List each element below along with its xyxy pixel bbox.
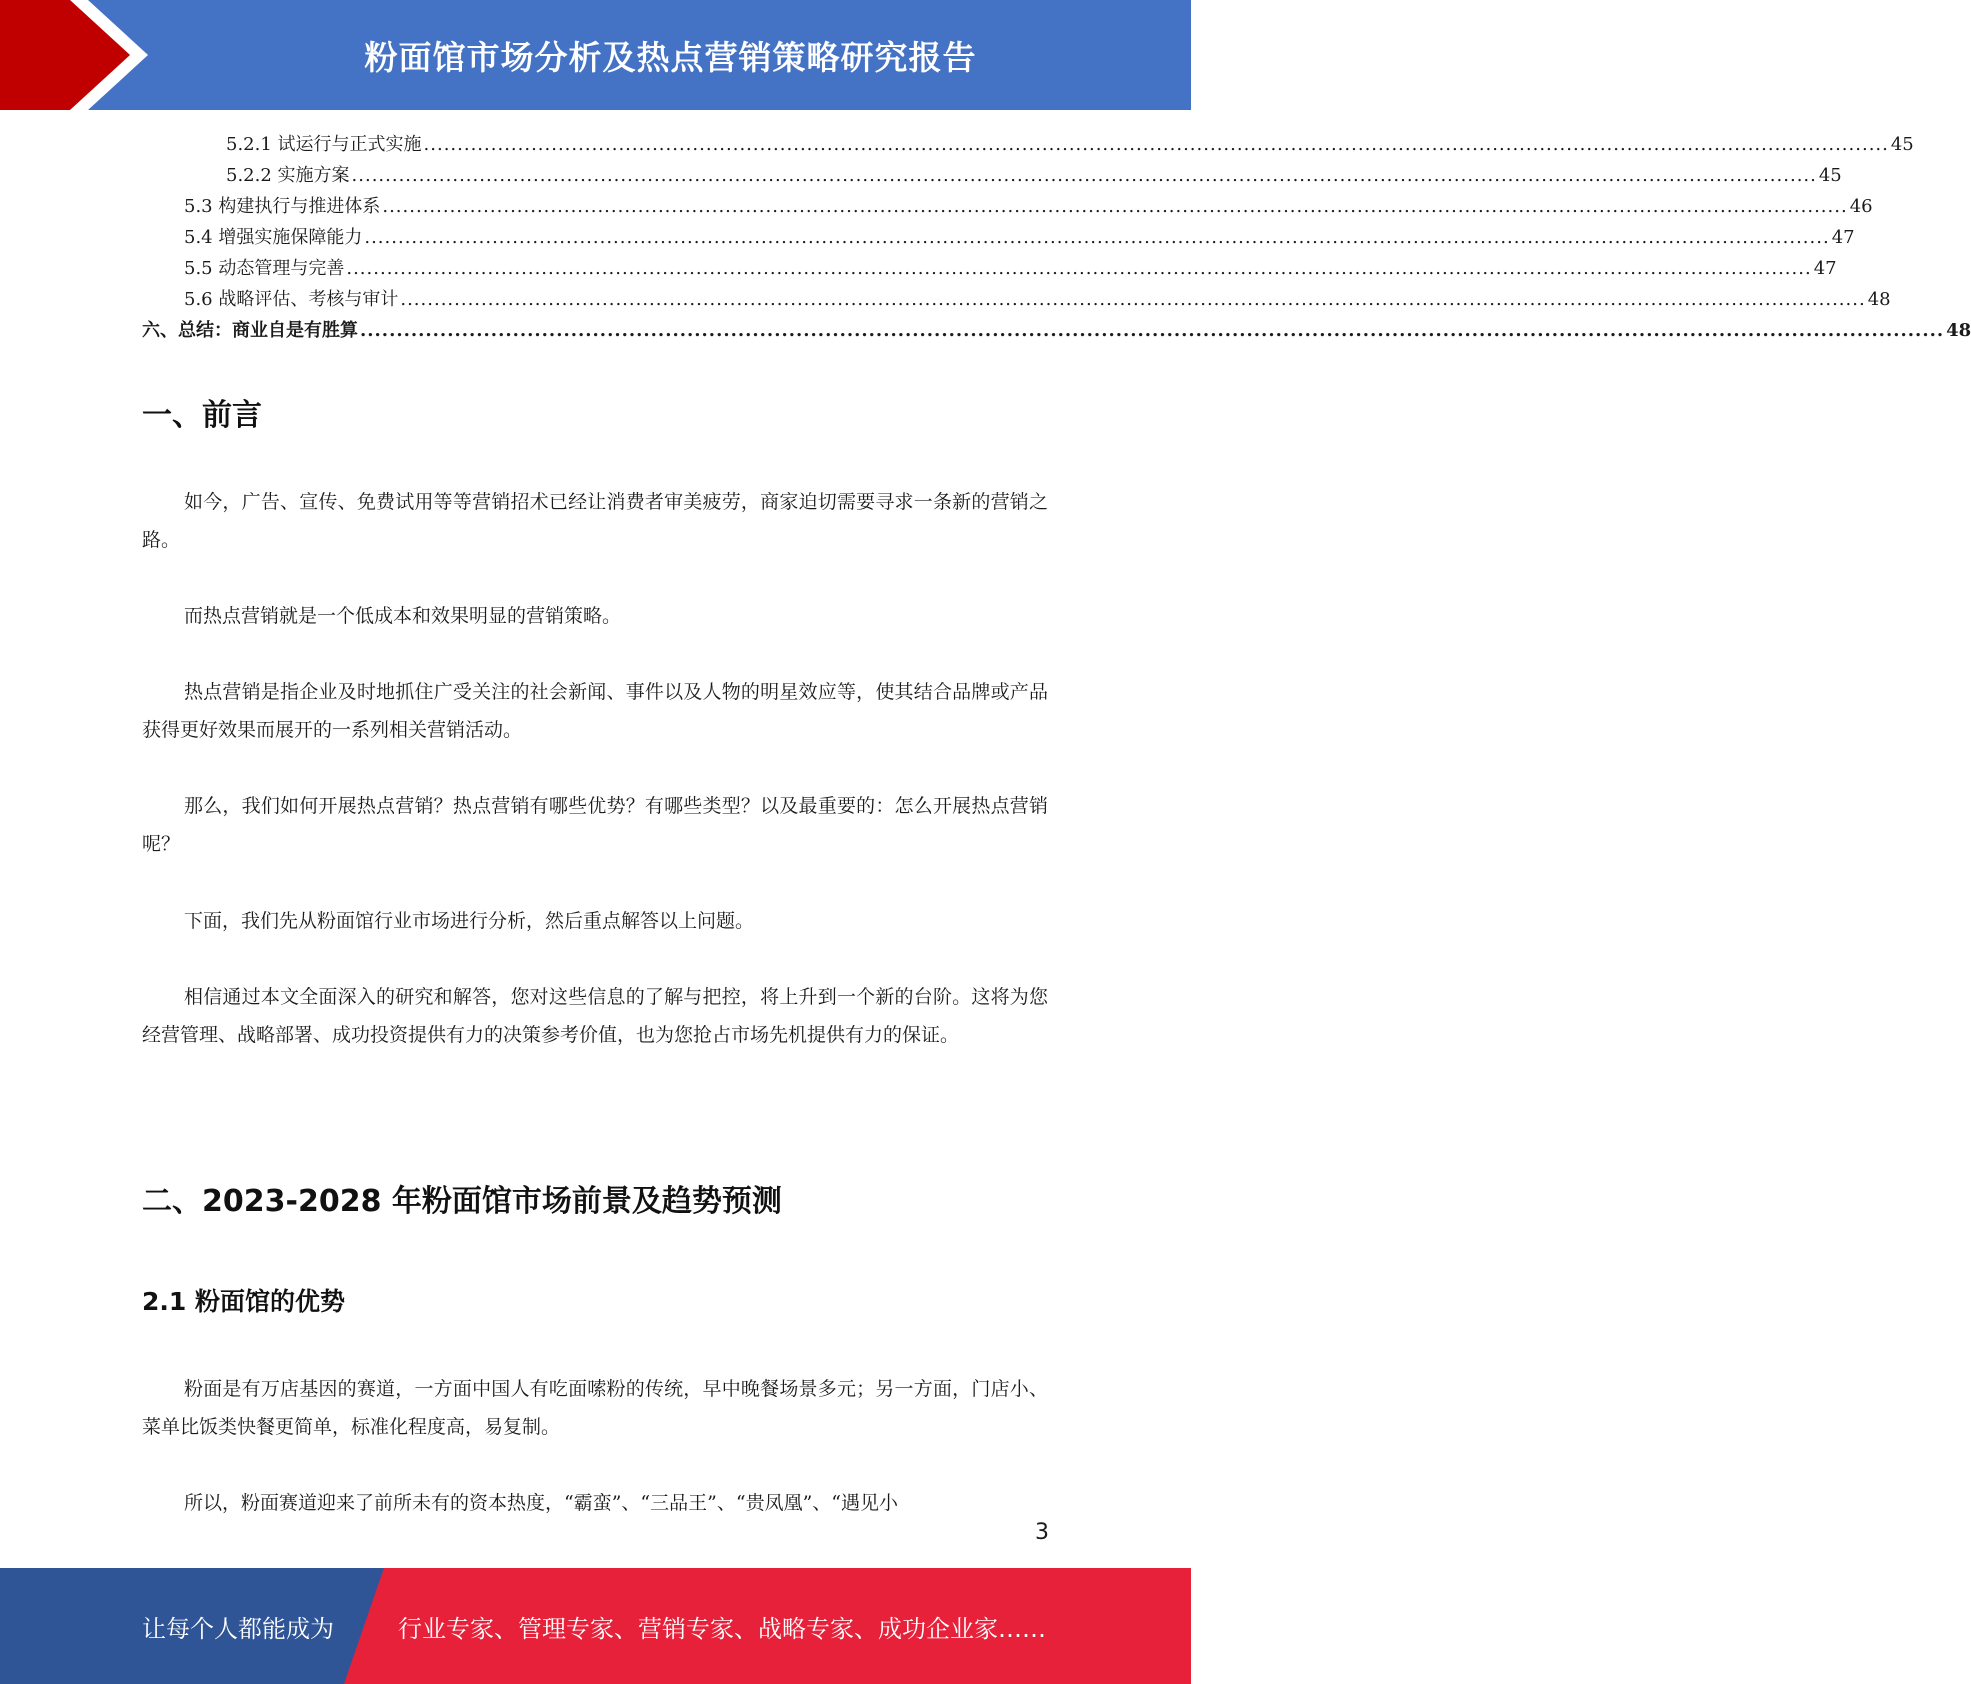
toc-row[interactable] bbox=[142, 130, 1914, 161]
toc-leader: .......................................................................................................................................................................................................................... bbox=[364, 227, 1830, 248]
toc-row[interactable] bbox=[142, 285, 1891, 316]
section-heading: 二、2023-2028 年粉面馆市场前景及趋势预测 bbox=[142, 1184, 782, 1219]
toc-leader: .......................................................................................................................................................................................................................... bbox=[400, 289, 1866, 310]
toc-label: 5.3 构建执行与推进体系 bbox=[184, 196, 381, 217]
toc-leader: .......................................................................................................................................................................................................................... bbox=[351, 165, 1817, 186]
body-paragraph: 所以，粉面赛道迎来了前所未有的资本热度，“霸蛮”、“三品王”、“贵凤凰”、“遇见小 bbox=[184, 1492, 898, 1514]
header-arrow-icon bbox=[0, 0, 160, 110]
table-of-contents bbox=[142, 130, 1971, 347]
toc-leader: .......................................................................................................................................................................................................................... bbox=[423, 134, 1889, 155]
body-paragraph: 热点营销是指企业及时地抓住广受关注的社会新闻、事件以及人物的明星效应等，使其结合品牌或产品获得更好效果而展开的一系列相关营销活动。 bbox=[142, 681, 1048, 741]
toc-page: 48 bbox=[1867, 289, 1891, 310]
toc-leader: .......................................................................................................................................................................................................................... bbox=[382, 196, 1848, 217]
toc-page: 45 bbox=[1890, 134, 1914, 155]
footer-slogan-right: 行业专家、管理专家、营销专家、战略专家、成功企业家…… bbox=[398, 1614, 1046, 1643]
toc-label: 5.4 增强实施保障能力 bbox=[184, 227, 363, 248]
toc-page: 48 bbox=[1946, 320, 1971, 341]
body-paragraph: 而热点营销就是一个低成本和效果明显的营销策略。 bbox=[184, 605, 622, 627]
toc-label: 5.2.2 实施方案 bbox=[226, 165, 350, 186]
toc-label: 5.2.1 试运行与正式实施 bbox=[226, 134, 422, 155]
footer-slogan-left: 让每个人都能成为 bbox=[142, 1614, 334, 1643]
toc-row[interactable] bbox=[142, 161, 1842, 192]
body-paragraph: 下面，我们先从粉面馆行业市场进行分析，然后重点解答以上问题。 bbox=[184, 910, 755, 932]
header-title: 粉面馆市场分析及热点营销策略研究报告 bbox=[364, 37, 977, 77]
body-paragraph: 相信通过本文全面深入的研究和解答，您对这些信息的了解与把控，将上升到一个新的台阶。这将为您经营管理、战略部署、成功投资提供有力的决策参考价值，也为您抢占市场先机提供有力的保证。 bbox=[142, 986, 1048, 1046]
subsection-heading: 2.1 粉面馆的优势 bbox=[142, 1287, 345, 1316]
toc-page: 45 bbox=[1818, 165, 1842, 186]
toc-row[interactable] bbox=[142, 223, 1855, 254]
toc-row[interactable] bbox=[142, 316, 1971, 347]
toc-row[interactable] bbox=[142, 192, 1873, 223]
body-paragraph: 粉面是有万店基因的赛道，一方面中国人有吃面嗦粉的传统，早中晚餐场景多元；另一方面，门店小、菜单比饭类快餐更简单，标准化程度高，易复制。 bbox=[142, 1378, 1048, 1438]
toc-label: 六、总结：商业自是有胜算 bbox=[142, 320, 358, 341]
toc-page: 47 bbox=[1831, 227, 1855, 248]
page-header bbox=[0, 0, 1191, 110]
page-number: 3 bbox=[1035, 1520, 1049, 1545]
toc-label: 5.5 动态管理与完善 bbox=[184, 258, 345, 279]
section-heading: 一、前言 bbox=[142, 398, 262, 433]
toc-label: 5.6 战略评估、考核与审计 bbox=[184, 289, 399, 310]
body-paragraph: 那么，我们如何开展热点营销？热点营销有哪些优势？有哪些类型？以及最重要的：怎么开展热点营销呢？ bbox=[142, 795, 1048, 855]
page-footer bbox=[0, 1568, 1191, 1684]
toc-page: 46 bbox=[1849, 196, 1873, 217]
toc-leader: .......................................................................................................................................................................................................................... bbox=[360, 320, 1945, 341]
body-paragraph: 如今，广告、宣传、免费试用等等营销招术已经让消费者审美疲劳，商家迫切需要寻求一条新的营销之路。 bbox=[142, 491, 1048, 551]
toc-page: 47 bbox=[1813, 258, 1837, 279]
toc-leader: .......................................................................................................................................................................................................................... bbox=[346, 258, 1812, 279]
toc-row[interactable] bbox=[142, 254, 1837, 285]
